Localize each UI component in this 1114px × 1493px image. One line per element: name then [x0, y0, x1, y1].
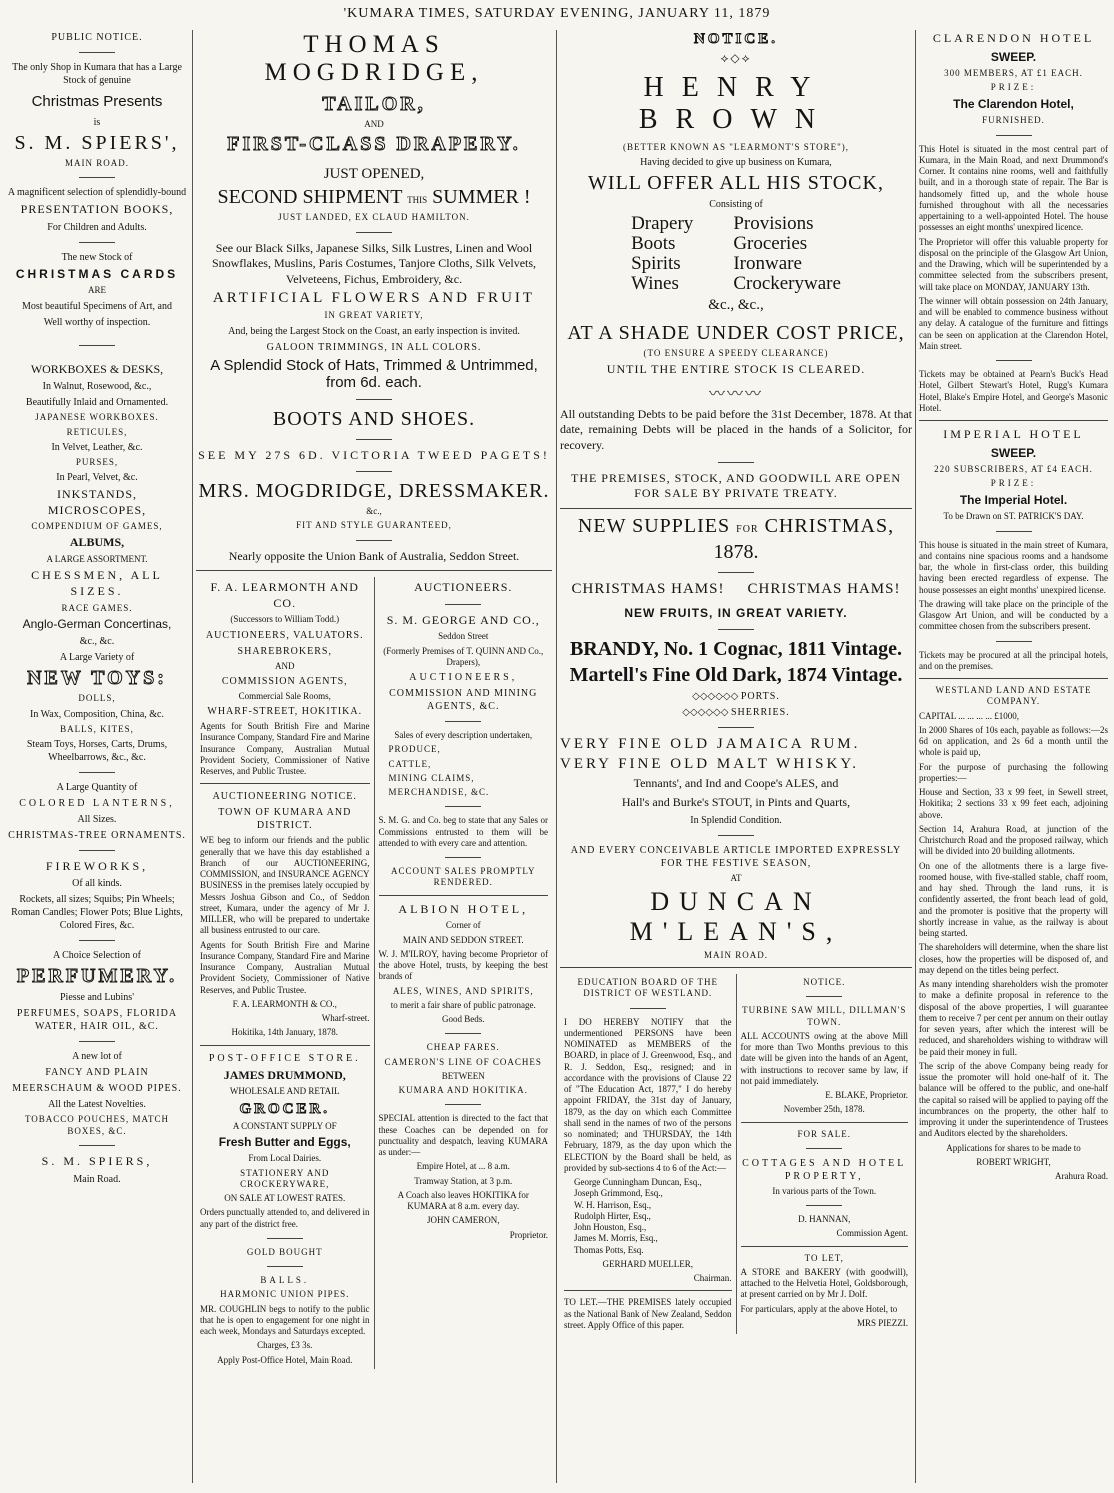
- nominee-name: John Houston, Esq.,: [574, 1222, 647, 1233]
- wax: In Wax, Composition, China, &c.: [29, 708, 164, 720]
- tobacco: TOBACCO POUCHES, MATCH BOXES, &C.: [24, 1114, 170, 1136]
- etc: &c., &c.: [79, 636, 115, 648]
- condition: In Splendid Condition.: [690, 814, 782, 826]
- town: TOWN OF KUMARA AND DISTRICT.: [218, 807, 352, 832]
- goods-item: Boots: [631, 233, 676, 255]
- fancy: FANCY AND PLAIN: [45, 1067, 149, 1079]
- charges: Charges, £3 3s.: [257, 1340, 313, 1351]
- duncan-mclean: DUNCAN M'LEAN'S,: [629, 886, 843, 946]
- column-rule: [915, 30, 916, 1483]
- drummond: JAMES DRUMMOND,: [223, 1067, 346, 1082]
- wholesale: WHOLESALE AND RETAIL: [229, 1086, 340, 1097]
- goods-list: [560, 214, 912, 294]
- cottages: COTTAGES AND HOTEL PROPERTY,: [742, 1157, 907, 1182]
- debts: All outstanding Debts to be paid before the 31st December, 1878. At that date, remaining Debts will be placed in the hands of a Solicitor, for recovery.: [560, 406, 912, 453]
- sweep-2: SWEEP.: [990, 445, 1037, 460]
- offer: WILL OFFER ALL HIS STOCK,: [588, 172, 884, 195]
- fit-guaranteed: FIT AND STYLE GUARANTEED,: [296, 520, 452, 531]
- harmonic: HARMONIC UNION PIPES.: [220, 1289, 350, 1300]
- parts: In various parts of the Town.: [772, 1185, 877, 1196]
- chessmen: CHESSMEN, ALL SIZES.: [31, 568, 163, 598]
- wharf: Wharf-street.: [321, 1013, 370, 1024]
- tailor: TAILOR,: [322, 93, 426, 115]
- claims: MINING CLAIMS,: [388, 772, 475, 783]
- imperial-p5: This house is situated in the main street of Kumara, and contains nine spacious rooms and a handsome bar, the whole in first-class order, this building having been erected regardless of expense. The house possesses an eight months' unexpired license.: [919, 539, 1108, 595]
- sharebrokers: SHAREBROKERS,: [237, 645, 332, 657]
- proprietor: Proprietor.: [509, 1229, 548, 1240]
- hams-1: CHRISTMAS HAMS!: [571, 580, 725, 597]
- steam-toys: Steam Toys, Horses, Carts, Drums, Wheelbarrows, &c., &c.: [26, 738, 168, 763]
- albums: ALBUMS,: [69, 535, 125, 550]
- selection-text: A magnificent selection of splendidly-bound: [7, 187, 187, 199]
- cattle: CATTLE,: [388, 758, 432, 769]
- dairies: From Local Dairies.: [248, 1153, 322, 1164]
- learmonth-title: F. A. LEARMONTH AND CO.: [210, 580, 359, 610]
- pearl: In Pearl, Velvet, &c.: [56, 472, 138, 484]
- ports-line: ◇◇◇◇◇◇ PORTS.: [692, 691, 780, 703]
- notice-agents: Agents for South British Fire and Marine Insurance Company, Standard Fire and Marine Insurance Company, Australian Mutual Provident Society, Commissioner of Native Reserves, and Public Trustee.: [200, 939, 370, 995]
- meerschaum: MEERSCHAUM & WOOD PIPES.: [12, 1083, 182, 1095]
- orders: Orders punctually attended to, and delivered in any part of the district free.: [200, 1207, 370, 1229]
- goods-item: Crockeryware: [733, 273, 841, 295]
- apply: Apply Post-Office Hotel, Main Road.: [217, 1354, 353, 1365]
- balls: BALLS.: [260, 1275, 310, 1286]
- boots-and-shoes: BOOTS AND SHOES.: [272, 407, 476, 430]
- nominee-name: Rudolph Hirter, Esq.,: [574, 1210, 651, 1221]
- supplies-year: 1878.: [713, 540, 759, 563]
- galoon: GALOON TRIMMINGS, IN ALL COLORS.: [266, 341, 482, 353]
- all-sizes: All Sizes.: [77, 813, 117, 825]
- most-beautiful: Most beautiful Specimens of Art, and: [22, 300, 172, 312]
- imperial-title: IMPERIAL HOTEL: [943, 427, 1084, 442]
- christmas-cards: CHRISTMAS CARDS: [15, 266, 179, 281]
- capital: CAPITAL ... ... ... ... £1000,: [919, 710, 1019, 721]
- brandy: BRANDY, No. 1 Cognac, 1811 Vintage.: [569, 638, 903, 661]
- assortment: A LARGE ASSORTMENT.: [46, 554, 148, 565]
- new-toys: NEW TOYS:: [27, 667, 167, 690]
- clarendon-p2: The Proprietor will offer this valuable property for disposal on the principle of the Glasgow Art Union, and the Drawing, which will be superintended by a committee selected from the subscribers present, will take place on MONDAY, JANUARY 13th.: [919, 236, 1108, 292]
- commission-mining: COMMISSION AND MINING AGENTS, &C.: [389, 688, 538, 713]
- footer-road: Main Road.: [73, 1173, 121, 1185]
- westland-p12: Applications for shares to be made to: [946, 1142, 1081, 1153]
- nominee-name: George Cunningham Duncan, Esq.,: [574, 1177, 702, 1188]
- new-lot: A new lot of: [72, 1051, 122, 1063]
- cameron: JOHN CAMERON,: [426, 1215, 500, 1226]
- sales: Sales of every description undertaken,: [394, 730, 533, 741]
- albion-ales: ALES, WINES, AND SPIRITS,: [392, 985, 534, 996]
- auctioneers-sub: AUCTIONEERS,: [409, 672, 518, 684]
- produce: PRODUCE,: [388, 744, 441, 755]
- for-sale: FOR SALE.: [797, 1128, 851, 1139]
- nominee-name: James M. Morris, Esq.,: [574, 1233, 658, 1244]
- route: KUMARA AND HOKITIKA.: [398, 1085, 528, 1095]
- sweep: SWEEP.: [990, 49, 1037, 64]
- learmonth-auctioneers: AUCTIONEERS, VALUATORS.: [205, 629, 364, 641]
- hats: A Splendid Stock of Hats, Trimmed & Untrimmed, from 6d. each.: [210, 356, 538, 391]
- and: AND: [275, 660, 295, 671]
- education-body: I DO HEREBY NOTIFY that the undermentioned PERSONS have been NOMINATED as MEMBERS of the BOARD, in place of J. Greenwood, Esq., and R. J. Seddon, Esq., resigned; and in accordance with the provisions of Clause 22 of "The Education Act, 1877," I do hereby appoint FRIDAY, the 31st day of January, 1879, as the day on which each Committee shall send in the names of two of the persons so nominated; and THURSDAY, the 14th February, 1879, as the day upon which the ELECTION by the Board shall be held, as provided by sub-sections 4 to 6 of the Act:—: [564, 1016, 732, 1173]
- learmonth-agents: Agents for South British Fire and Marine Insurance Company, Standard Fire and Marine Insurance Company, Australian Mutual Provident Society, Commissioner of Native Reserves, and Public Trustee.: [200, 721, 370, 777]
- main-road: MAIN ROAD.: [65, 158, 129, 168]
- quantity: A Large Quantity of: [56, 781, 138, 793]
- balls-kites: BALLS, KITES,: [60, 723, 134, 734]
- first-class-drapery: FIRST-CLASS DRAPERY.: [227, 133, 521, 156]
- dress-etc: &c.,: [366, 506, 382, 517]
- section: Section 14, Arahura Road, at junction of the Christchurch Road and the proposed railway, which will be divided into 20 building allotments.: [919, 823, 1108, 857]
- stout: Hall's and Burke's STOUT, in Pints and Quarts,: [621, 795, 851, 809]
- albion-body: W. J. M'ILROY, having become Proprietor of the above Hotel, trusts, by keeping the best brands of: [378, 948, 548, 982]
- goods-left: [631, 214, 693, 294]
- goods-item: Spirits: [631, 253, 681, 275]
- lanterns: COLORED LANTERNS,: [19, 797, 175, 809]
- etc: &c., &c.,: [708, 297, 764, 313]
- is-text: is: [93, 117, 101, 128]
- turbine-body: ALL ACCOUNTS owing at the above Mill for more than Two Months previous to this date will be given into the hands of an Agent, with instructions to recover same by law, if not paid immediately.: [740, 1030, 908, 1086]
- perfumery: PERFUMERY.: [16, 965, 178, 988]
- for: FOR: [736, 523, 759, 535]
- turbine-date: November 25th, 1878.: [783, 1104, 865, 1115]
- artificial-flowers: ARTIFICIAL FLOWERS AND FRUIT: [212, 290, 536, 307]
- presentation-books: PRESENTATION BOOKS,: [20, 202, 174, 217]
- workboxes: WORKBOXES & DESKS,: [30, 361, 164, 376]
- turbine-notice: NOTICE.: [803, 977, 846, 988]
- goods-item: Provisions: [733, 213, 814, 235]
- clarendon-title: CLARENDON HOTEL: [932, 31, 1095, 45]
- consisting: Consisting of: [709, 199, 763, 211]
- imperial-p7: Tickets may be procured at all the principal hotels, and on the premises.: [919, 649, 1108, 671]
- constant-supply: A CONSTANT SUPPLY OF: [232, 1120, 337, 1131]
- date: Hokitika, 14th January, 1878.: [231, 1027, 338, 1038]
- goods-item: Ironware: [733, 253, 802, 275]
- worthy: Well worthy of inspection.: [43, 316, 151, 328]
- just-opened: JUST OPENED,: [323, 166, 425, 183]
- silks: See our Black Silks, Japanese Silks, Silk Lustres, Linen and Wool Snowflakes, Muslins, Paris Costumes, Tanjore Cloths, Silk Velvets, Velveteens, Fichus, Embroidery, &c.: [211, 240, 537, 286]
- velvet-leather: In Velvet, Leather, &c.: [51, 441, 143, 453]
- public-notice-heading: PUBLIC NOTICE.: [51, 32, 143, 43]
- albion-streets: MAIN AND SEDDON STREET.: [402, 934, 524, 945]
- ornament: ⟡◇⟡: [720, 51, 752, 65]
- drawn: To be Drawn on ST. PATRICK'S DAY.: [943, 511, 1084, 522]
- article: AND EVERY CONCEIVABLE ARTICLE IMPORTED EXPRESSLY FOR THE FESTIVE SEASON,: [570, 844, 902, 869]
- nominee-name: Thomas Potts, Esq.: [574, 1244, 644, 1255]
- race-games: RACE GAMES.: [61, 602, 133, 613]
- hams-2: CHRISTMAS HAMS!: [747, 580, 901, 597]
- new-fruits: NEW FRUITS, IN GREAT VARIETY.: [624, 605, 848, 620]
- clarendon-p1: This Hotel is situated in the most central part of Kumara, in the Main Road, and next Drummond's Corner. It contains nine rooms, well and faithfully built, and in a thorough state of repair. The Bar is handsomely fitted up, and the whole house furnished throughout with all the necessaries appertaining to a well-appointed Hotel. The house possesses an eight months' unexpired licence.: [919, 143, 1108, 233]
- goods-item: Wines: [631, 273, 679, 295]
- coach: A Coach also leaves HOKITIKA for KUMARA at 8 a.m. every day.: [397, 1189, 529, 1211]
- blake: E. BLAKE, Proprietor.: [825, 1090, 908, 1101]
- henry-brown: HENRY BROWN: [638, 72, 834, 135]
- tree-ornaments: CHRISTMAS-TREE ORNAMENTS.: [8, 829, 186, 841]
- chairman: Chairman.: [693, 1273, 732, 1284]
- particulars: For particulars, apply at the above Hotel, to: [740, 1303, 898, 1314]
- empire: Empire Hotel, at ... 8 a.m.: [416, 1161, 510, 1172]
- masthead: 'KUMARA TIMES, SATURDAY EVENING, JANUARY 11, 1879: [343, 6, 771, 21]
- merit: to merit a fair share of public patronage.: [390, 999, 536, 1010]
- prize-2: PRIZE:: [990, 478, 1037, 489]
- largest-stock: And, being the Largest Stock on the Coast, an early inspection is invited.: [228, 325, 520, 337]
- opposite: Nearly opposite the Union Bank of Australia, Seddon Street.: [228, 548, 520, 563]
- column-4: [919, 28, 1108, 1485]
- mueller: GERHARD MUELLER,: [602, 1258, 693, 1269]
- notice-body: WE beg to inform our friends and the public generally that we have this day established a Branch of our AUCTIONEERING, COMMISSION, and INSURANCE AGENCY BUSINESS in the premises lately occupied by Messrs Joshua Gibson and Co., of Seddon street, Kumara, under the agency of Mr J. MILLER, who will be prepared to undertake all business entrusted to our care.: [200, 835, 370, 936]
- compendium: COMPENDIUM OF GAMES,: [31, 521, 163, 532]
- walnut: In Walnut, Rosewood, &c.,: [42, 381, 152, 393]
- main-road: MAIN ROAD.: [704, 949, 768, 960]
- decided: Having decided to give up business on Kumara,: [640, 157, 832, 169]
- perfumes: PERFUMES, SOAPS, FLORIDA WATER, HAIR OIL, &C.: [16, 1008, 178, 1033]
- signed: F. A. LEARMONTH & CO.,: [232, 998, 337, 1009]
- good-beds: Good Beds.: [442, 1014, 485, 1024]
- and: AND: [364, 119, 384, 129]
- purpose: For the purpose of purchasing the following properties:—: [919, 761, 1108, 783]
- between: BETWEEN: [441, 1070, 485, 1081]
- piezzi: MRS PIEZZI.: [856, 1317, 908, 1328]
- house: House and Section, 33 x 99 feet, in Sewell street, Hokitika; 2 sections 33 x 99 feet each, adjoining above.: [919, 787, 1108, 820]
- nominee-list: [564, 1177, 732, 1256]
- rum: VERY FINE OLD JAMAICA RUM.: [560, 736, 861, 753]
- clarendon-p3: The winner will obtain possession on 24th January, and will be enabled to commence business without any delay. A catalogue of the furniture and fittings can be seen on application at the Clarendon Hotel, Main street.: [919, 295, 1108, 351]
- goods-right: [733, 214, 841, 294]
- inkstands: INKSTANDS, MICROSCOPES,: [47, 487, 147, 517]
- ensure: (TO ENSURE A SPEEDY CLEARANCE): [643, 348, 829, 358]
- martell: Martell's Fine Old Dark, 1874 Vintage.: [569, 664, 903, 687]
- albion-title: ALBION HOTEL,: [398, 901, 529, 916]
- gold-bought: GOLD BOUGHT: [246, 1246, 323, 1257]
- members: 300 MEMBERS, AT £1 EACH.: [944, 68, 1083, 79]
- clarendon-prize: The Clarendon Hotel,: [953, 96, 1074, 111]
- to-let-bank: TO LET.—THE PREMISES lately occupied as the National Bank of New Zealand, Seddon street. Apply Office of this paper.: [564, 1297, 732, 1330]
- stationery: STATIONERY AND CROCKERYWARE,: [240, 1167, 330, 1189]
- clarendon-p4: Tickets may be obtained at Pearn's Buck's Head Hotel, Gilbert Stewart's Hotel, Rugg's Kumara Hotel, Blake's Empire Hotel, and George's Masonic Hotel.: [919, 369, 1108, 413]
- choice: A Choice Selection of: [52, 950, 142, 962]
- commission-agents: COMMISSION AGENTS,: [221, 675, 348, 687]
- column-2: [196, 28, 552, 1485]
- second-shipment: SECOND SHIPMENT: [217, 186, 403, 209]
- of-all-kinds: Of all kinds.: [72, 878, 122, 890]
- rockets: Rockets, all sizes; Squibs; Pin Wheels; Roman Candles; Flower Pots; Blue Lights, Colored Fires, &c.: [11, 894, 183, 932]
- auctioneers-title: AUCTIONEERS.: [414, 580, 513, 595]
- whisky: VERY FINE OLD MALT WHISKY.: [560, 756, 859, 773]
- ornament: 〰〰〰: [708, 385, 763, 403]
- until: UNTIL THE ENTIRE STOCK IS CLEARED.: [606, 362, 866, 377]
- formerly: (Formerly Premises of T. QUINN AND Co., Drapers),: [383, 645, 544, 667]
- summer: SUMMER !: [432, 186, 531, 209]
- at: AT: [730, 872, 742, 883]
- for-children: For Children and Adults.: [47, 221, 147, 233]
- ales: Tennants', and Ind and Coope's ALES, and: [633, 776, 839, 791]
- corner: Corner of: [445, 920, 481, 931]
- george-name: S. M. GEORGE AND CO.,: [386, 612, 540, 627]
- this: THIS: [407, 195, 428, 206]
- footer-name: S. M. SPIERS,: [41, 1153, 153, 1168]
- education-title: EDUCATION BOARD OF THE DISTRICT OF WESTLAND.: [577, 977, 719, 999]
- furnished: FURNISHED.: [982, 115, 1045, 126]
- new-stock: The new Stock of: [61, 251, 133, 263]
- coaches: CAMERON'S LINE OF COACHES: [384, 1056, 542, 1067]
- column-rule: [192, 30, 193, 1483]
- sherries: SHERRIES.: [730, 707, 790, 719]
- westland-p10: As many intending shareholders wish the promoter to make a definite proposal in reference to the disposal of the above properties, I will guarantee them to receive 7 per cent per annum on their outlay for seven years, after which the interest will be reduced, and shareholders wishing to withdraw will be paid their money in full.: [919, 979, 1108, 1057]
- tramway: Tramway Station, at 3 p.m.: [414, 1175, 513, 1186]
- seddon-street: Seddon Street: [438, 631, 489, 642]
- dolls: DOLLS,: [78, 693, 116, 704]
- hannan: D. HANNAN,: [798, 1214, 851, 1225]
- nominee-name: W. H. Harrison, Esq.,: [574, 1199, 652, 1210]
- merchandise: MERCHANDISE, &C.: [388, 787, 490, 798]
- subscribers: 220 SUBSCRIBERS, AT £4 EACH.: [934, 464, 1093, 475]
- george-note: S. M. G. and Co. beg to state that any Sales or Commissions entrusted to them will be attended to with every care and attention.: [378, 815, 548, 848]
- cheap-fares: CHEAP FARES.: [426, 1042, 500, 1053]
- shares: In 2000 Shares of 10s each, payable as follows:—2s 6d on application, and 2s 6d a month until the whole is paid up,: [919, 724, 1108, 758]
- coughlin: MR. COUGHLIN begs to notify to the public that he is open to engagement for one night in each week, Mondays and Saturdays excepted.: [200, 1303, 370, 1337]
- variety: A Large Variety of: [59, 652, 135, 664]
- robert-wright: ROBERT WRIGHT,: [976, 1156, 1051, 1167]
- intro-text: The only Shop in Kumara that has a Large Stock of genuine: [12, 62, 182, 86]
- purses: PURSES,: [75, 456, 119, 467]
- reticules: RETICULES,: [66, 426, 128, 437]
- mogdridge-name: THOMAS MOGDRIDGE,: [264, 31, 484, 86]
- spiers-name: S. M. SPIERS',: [14, 132, 180, 154]
- successors: (Successors to William Todd.): [230, 614, 340, 625]
- tweed: SEE MY 27S 6D. VICTORIA TWEED PAGETS!: [198, 447, 550, 462]
- premises: THE PREMISES, STOCK, AND GOODWILL ARE OPEN FOR SALE BY PRIVATE TREATY.: [570, 470, 901, 501]
- auctioneering-notice: AUCTIONEERING NOTICE.: [212, 791, 357, 803]
- store: A STORE and BAKERY (with goodwill), attached to the Helvetia Hotel, Goldsborough, at present carried on by Mr J. Dolf.: [740, 1266, 908, 1300]
- great-variety: IN GREAT VARIETY,: [324, 310, 424, 321]
- imperial-prize: The Imperial Hotel.: [959, 492, 1068, 507]
- agent: Commission Agent.: [836, 1228, 908, 1239]
- fireworks: FIREWORKS,: [45, 858, 149, 873]
- to-let: TO LET,: [804, 1252, 844, 1263]
- goods-item: Drapery: [631, 213, 694, 235]
- christmas-presents: Christmas Presents: [31, 93, 163, 110]
- on-sale: ON SALE AT LOWEST RATES.: [224, 1193, 346, 1204]
- column-1: [6, 28, 188, 1485]
- concertinas: Anglo-German Concertinas,: [22, 616, 172, 631]
- column-rule: [556, 30, 557, 1483]
- goods-item: Groceries: [733, 233, 808, 255]
- are-text: ARE: [88, 285, 106, 296]
- rooms: Commercial Sale Rooms,: [238, 690, 331, 701]
- known-as: (BETTER KNOWN AS "LEARMONT'S STORE"),: [622, 142, 850, 152]
- inlaid: Beautifully Inlaid and Ornamented.: [25, 397, 169, 409]
- account-sales: ACCOUNT SALES PROMPTLY RENDERED.: [391, 866, 536, 888]
- novelties: All the Latest Novelties.: [48, 1099, 146, 1111]
- piesse: Piesse and Lubins': [59, 992, 135, 1004]
- nominee-name: Joseph Grimmond, Esq.,: [574, 1188, 663, 1199]
- special: SPECIAL attention is directed to the fact that these Coaches can be depended on for punctuality and despatch, leaving KUMARA as under:—: [378, 1113, 548, 1157]
- post-office: POST-OFFICE STORE.: [208, 1052, 361, 1064]
- prize: PRIZE:: [990, 82, 1037, 93]
- grocer: GROCER.: [239, 1100, 331, 1117]
- shade: AT A SHADE UNDER COST PRICE,: [567, 322, 905, 344]
- landed: JUST LANDED, EX CLAUD HAMILTON.: [278, 212, 470, 223]
- arahura-road: Arahura Road.: [1055, 1171, 1108, 1182]
- ports: PORTS.: [740, 691, 780, 703]
- sherries-line: ◇◇◇◇◇◇ SHERRIES.: [682, 707, 790, 719]
- dressmaker: MRS. MOGDRIDGE, DRESSMAKER.: [198, 480, 550, 503]
- new-supplies: NEW SUPPLIES: [577, 514, 731, 537]
- westland-p9: The shareholders will determine, when the share list closes, how the properties will be disposed of, and may depend on the titles being perfect.: [919, 942, 1108, 975]
- wharf-street: WHARF-STREET, HOKITIKA.: [207, 706, 363, 718]
- turbine-title: TURBINE SAW MILL, DILLMAN'S TOWN.: [742, 1005, 907, 1027]
- butter-eggs: Fresh Butter and Eggs,: [218, 1134, 351, 1149]
- japanese-workboxes: JAPANESE WORKBOXES.: [35, 412, 159, 423]
- column-3: [560, 28, 912, 1485]
- westland-p8: On one of the allotments there is a large five-roomed house, with five-stalled stable, chaff room, and hay shed. Through the land runs, it is confidently asserted, the front beach lead of gold, and the promoter is positive that the property will shortly increase in value, as the railway is about being started.: [919, 860, 1108, 939]
- christmas: CHRISTMAS,: [764, 514, 895, 537]
- notice-heading: NOTICE.: [694, 31, 778, 47]
- imperial-p6: The drawing will take place on the principle of the Glasgow Art Union, and will be conducted by a committee chosen from the subscribers present.: [919, 598, 1108, 632]
- westland-p11: The scrip of the above Company being ready for issue the promoter will hold one-half of it. The balance will be offered to the public, and one-half the capital so raised will be applied to paying off the incumbrances on the property, the other half to improving it under the superintendence of Trustees and Auditors elected by the shareholders.: [919, 1060, 1108, 1139]
- westland-title: WESTLAND LAND AND ESTATE COMPANY.: [935, 685, 1092, 707]
